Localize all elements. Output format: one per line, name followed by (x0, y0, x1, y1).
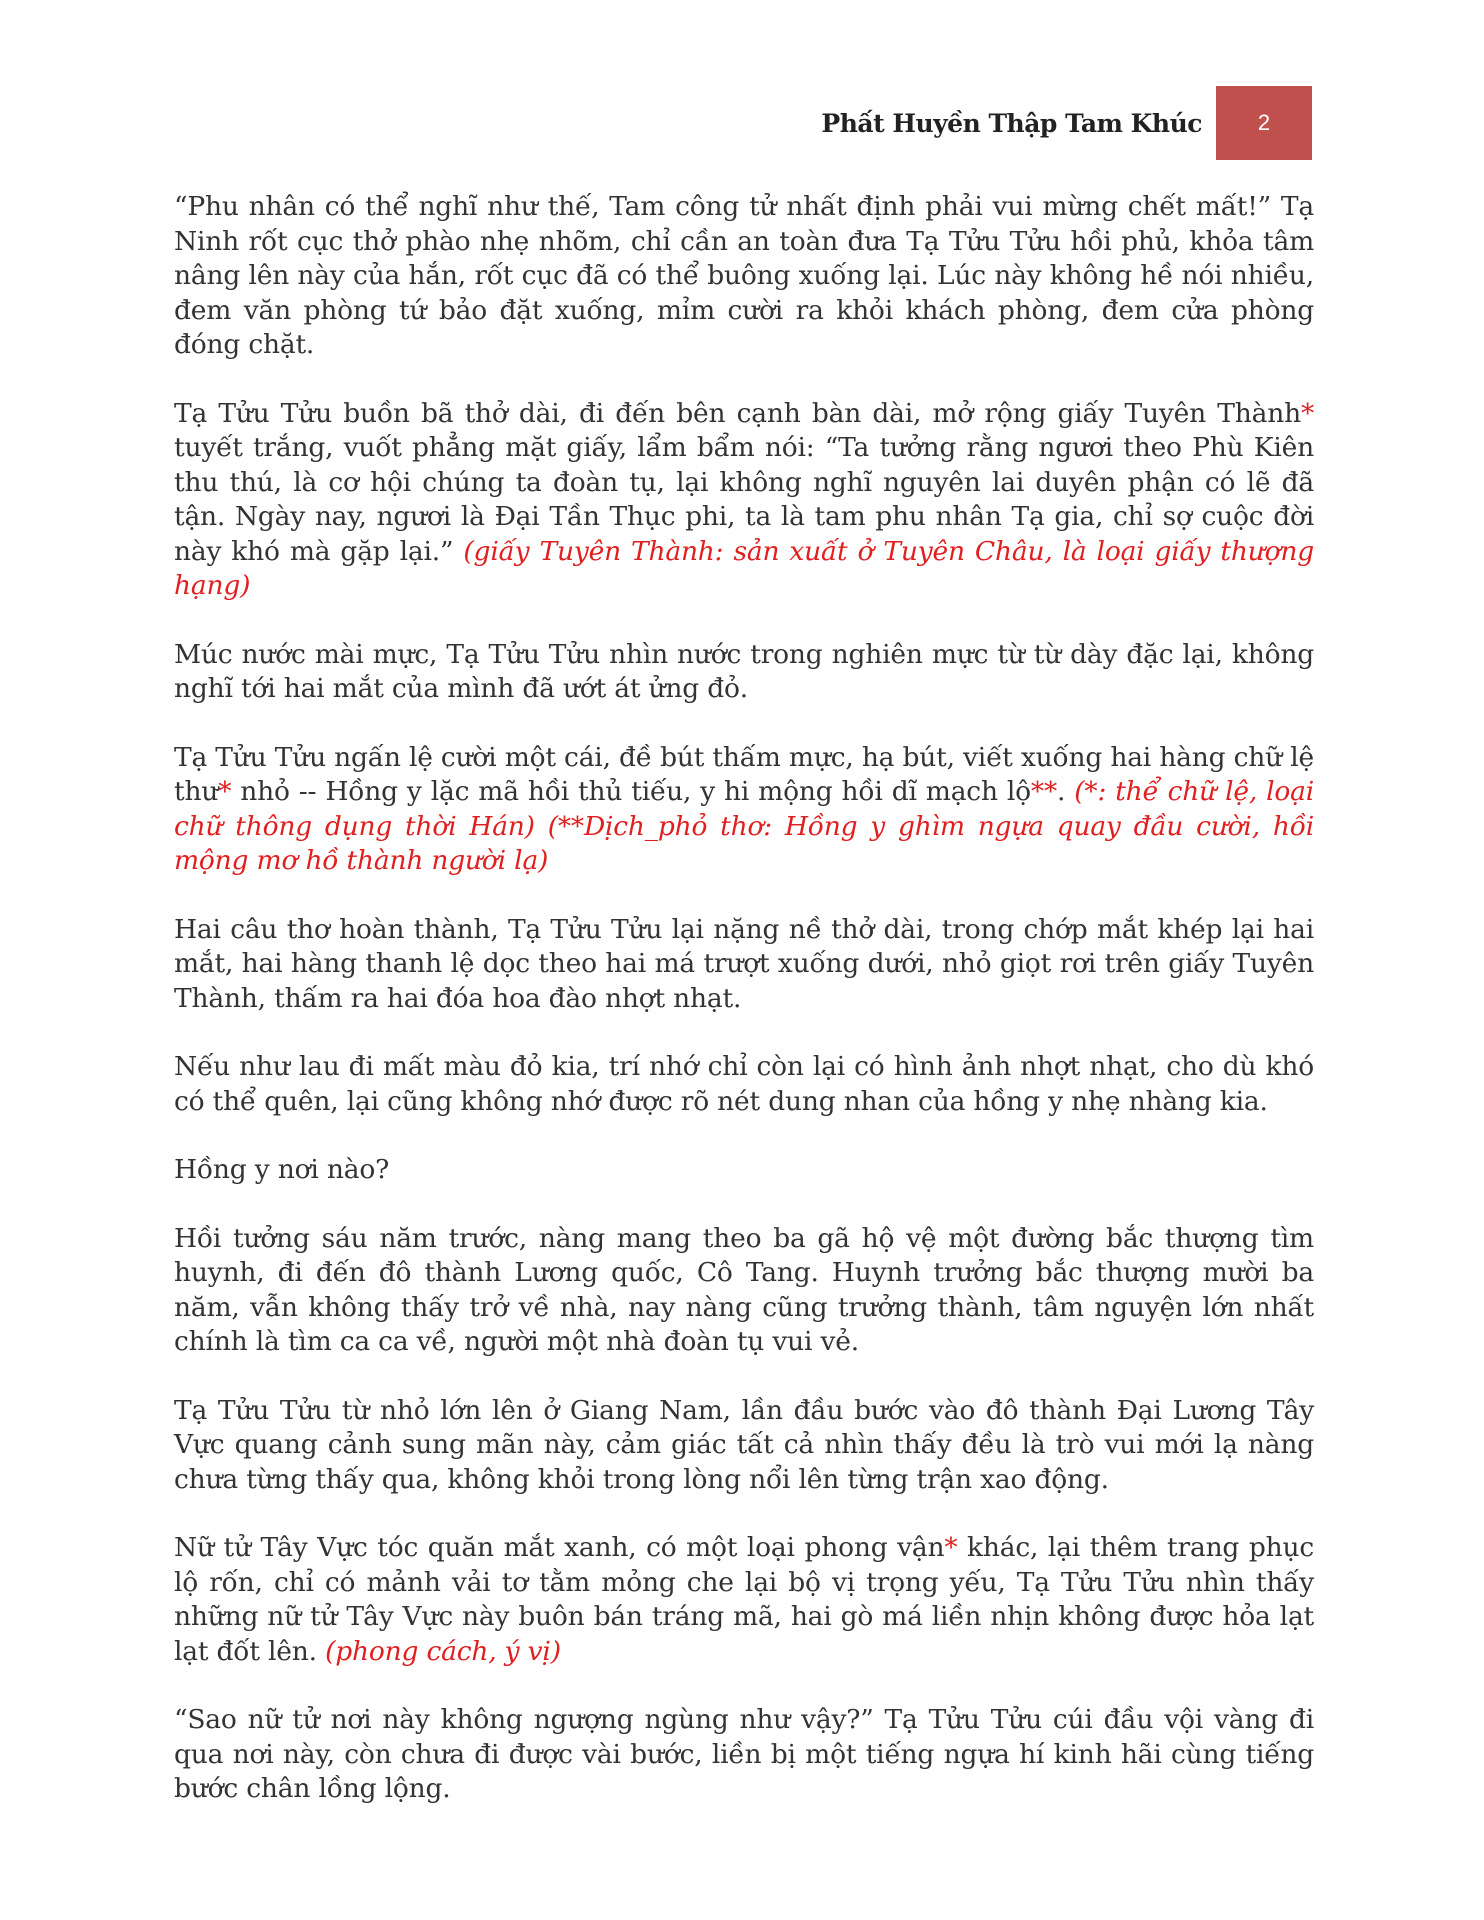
paragraph-9: Tạ Tửu Tửu từ nhỏ lớn lên ở Giang Nam, lần đầu bước vào đô thành Đại Lương Tây Vực quang cảnh sung mãn này, cảm giác tất cả nhìn thấy đều là trò vui mới lạ nàng chưa từng thấy qua, không khỏi trong lòng nổi lên từng trận xao động. (174, 1394, 1314, 1495)
page-number: 2 (1257, 110, 1271, 135)
paragraph-2 (174, 397, 1314, 604)
page-number-box (1216, 86, 1312, 160)
footnote-marker: * (1300, 397, 1314, 429)
page-header (821, 86, 1312, 160)
paragraph-10-text-b: khác, lại thêm trang phục lộ rốn, chỉ có mảnh vải tơ tằm mỏng che lại bộ vị trọng yếu, Tạ Tửu Tửu nhìn thấy những nữ tử Tây Vực này buôn bán tráng mã, hai gò má liền nhịn không được hỏa lạt lạt đốt lên. (174, 1532, 1314, 1667)
translator-note: (*: thể chữ lệ, loại chữ thông dụng thời Hán) (**Dịch_phỏ thơ: Hồng y ghìm ngựa quay đầu cười, hồi mộng mơ hồ thành người lạ) (174, 776, 1314, 876)
paragraph-1: “Phu nhân có thể nghĩ như thế, Tam công tử nhất định phải vui mừng chết mất!” Tạ Ninh rốt cục thở phào nhẹ nhõm, chỉ cần an toàn đưa Tạ Tửu Tửu hồi phủ, khỏa tâm nâng lên này của hắn, rốt cục đã có thể buông xuống lại. Lúc này không hề nói nhiều, đem văn phòng tứ bảo đặt xuống, mỉm cười ra khỏi khách phòng, đem cửa phòng đóng chặt. (174, 191, 1314, 360)
footnote-marker: ** (1030, 776, 1057, 807)
paragraph-8: Hồi tưởng sáu năm trước, nàng mang theo ba gã hộ vệ một đường bắc thượng tìm huynh, đi đến đô thành Lương quốc, Cô Tang. Huynh trưởng bắc thượng mười ba năm, vẫn không thấy trở về nhà, nay nàng cũng trưởng thành, tâm nguyện lớn nhất chính là tìm ca ca về, người một nhà đoàn tụ vui vẻ. (174, 1222, 1314, 1357)
paragraph-10 (174, 1531, 1314, 1669)
paragraph-10-text-a: Nữ tử Tây Vực tóc quăn mắt xanh, có một loại phong vận (174, 1532, 945, 1563)
footnote-marker: * (218, 776, 232, 807)
paragraph-4 (174, 741, 1314, 879)
translator-note: (phong cách, ý vị) (325, 1635, 561, 1667)
book-title: Phất Huyền Thập Tam Khúc (821, 108, 1202, 138)
paragraph-4-text-b: nhỏ -- Hồng y lặc mã hồi thủ tiếu, y hi mộng hồi dĩ mạch lộ (231, 776, 1031, 807)
paragraph-6: Nếu như lau đi mất màu đỏ kia, trí nhớ chỉ còn lại có hình ảnh nhợt nhạt, cho dù khó có thể quên, lại cũng không nhớ được rõ nét dung nhan của hồng y nhẹ nhàng kia. (174, 1051, 1314, 1117)
paragraph-7: Hồng y nơi nào? (174, 1154, 390, 1185)
paragraph-5: Hai câu thơ hoàn thành, Tạ Tửu Tửu lại nặng nề thở dài, trong chớp mắt khép lại hai mắt, hai hàng thanh lệ dọc theo hai má trượt xuống dưới, nhỏ giọt rơi trên giấy Tuyên Thành, thấm ra hai đóa hoa đào nhợt nhạt. (174, 913, 1314, 1014)
paragraph-3: Múc nước mài mực, Tạ Tửu Tửu nhìn nước trong nghiên mực từ từ dày đặc lại, không nghĩ tới hai mắt của mình đã ướt át ửng đỏ. (174, 638, 1314, 704)
paragraph-2-text-a: Tạ Tửu Tửu buồn bã thở dài, đi đến bên cạnh bàn dài, mở rộng giấy Tuyên Thành (174, 397, 1301, 429)
page-body (174, 190, 1314, 1841)
footnote-marker: * (944, 1532, 958, 1563)
paragraph-11: “Sao nữ tử nơi này không ngượng ngùng như vậy?” Tạ Tửu Tửu cúi đầu vội vàng đi qua nơi này, còn chưa đi được vài bước, liền bị một tiếng ngựa hí kinh hãi cùng tiếng bước chân lồng lộng. (174, 1704, 1314, 1804)
paragraph-4-text-a: Tạ Tửu Tửu ngấn lệ cười một cái, đề bút thấm mực, hạ bút, viết xuống hai hàng chữ lệ thư (174, 741, 1314, 807)
paragraph-4-text-c: . (1057, 776, 1075, 807)
translator-note: (giấy Tuyên Thành: sản xuất ở Tuyên Châu, là loại giấy thượng hạng) (174, 535, 1314, 601)
paragraph-2-text-b: tuyết trắng, vuốt phẳng mặt giấy, lẩm bẩm nói: “Ta tưởng rằng ngươi theo Phù Kiên thu thú, là cơ hội chúng ta đoàn tụ, lại không nghĩ nguyên lai duyên phận có lẽ đã tận. Ngày nay, ngươi là Đại Tần Thục phi, ta là tam phu nhân Tạ gia, chỉ sợ cuộc đời này khó mà gặp lại.” (174, 432, 1314, 567)
